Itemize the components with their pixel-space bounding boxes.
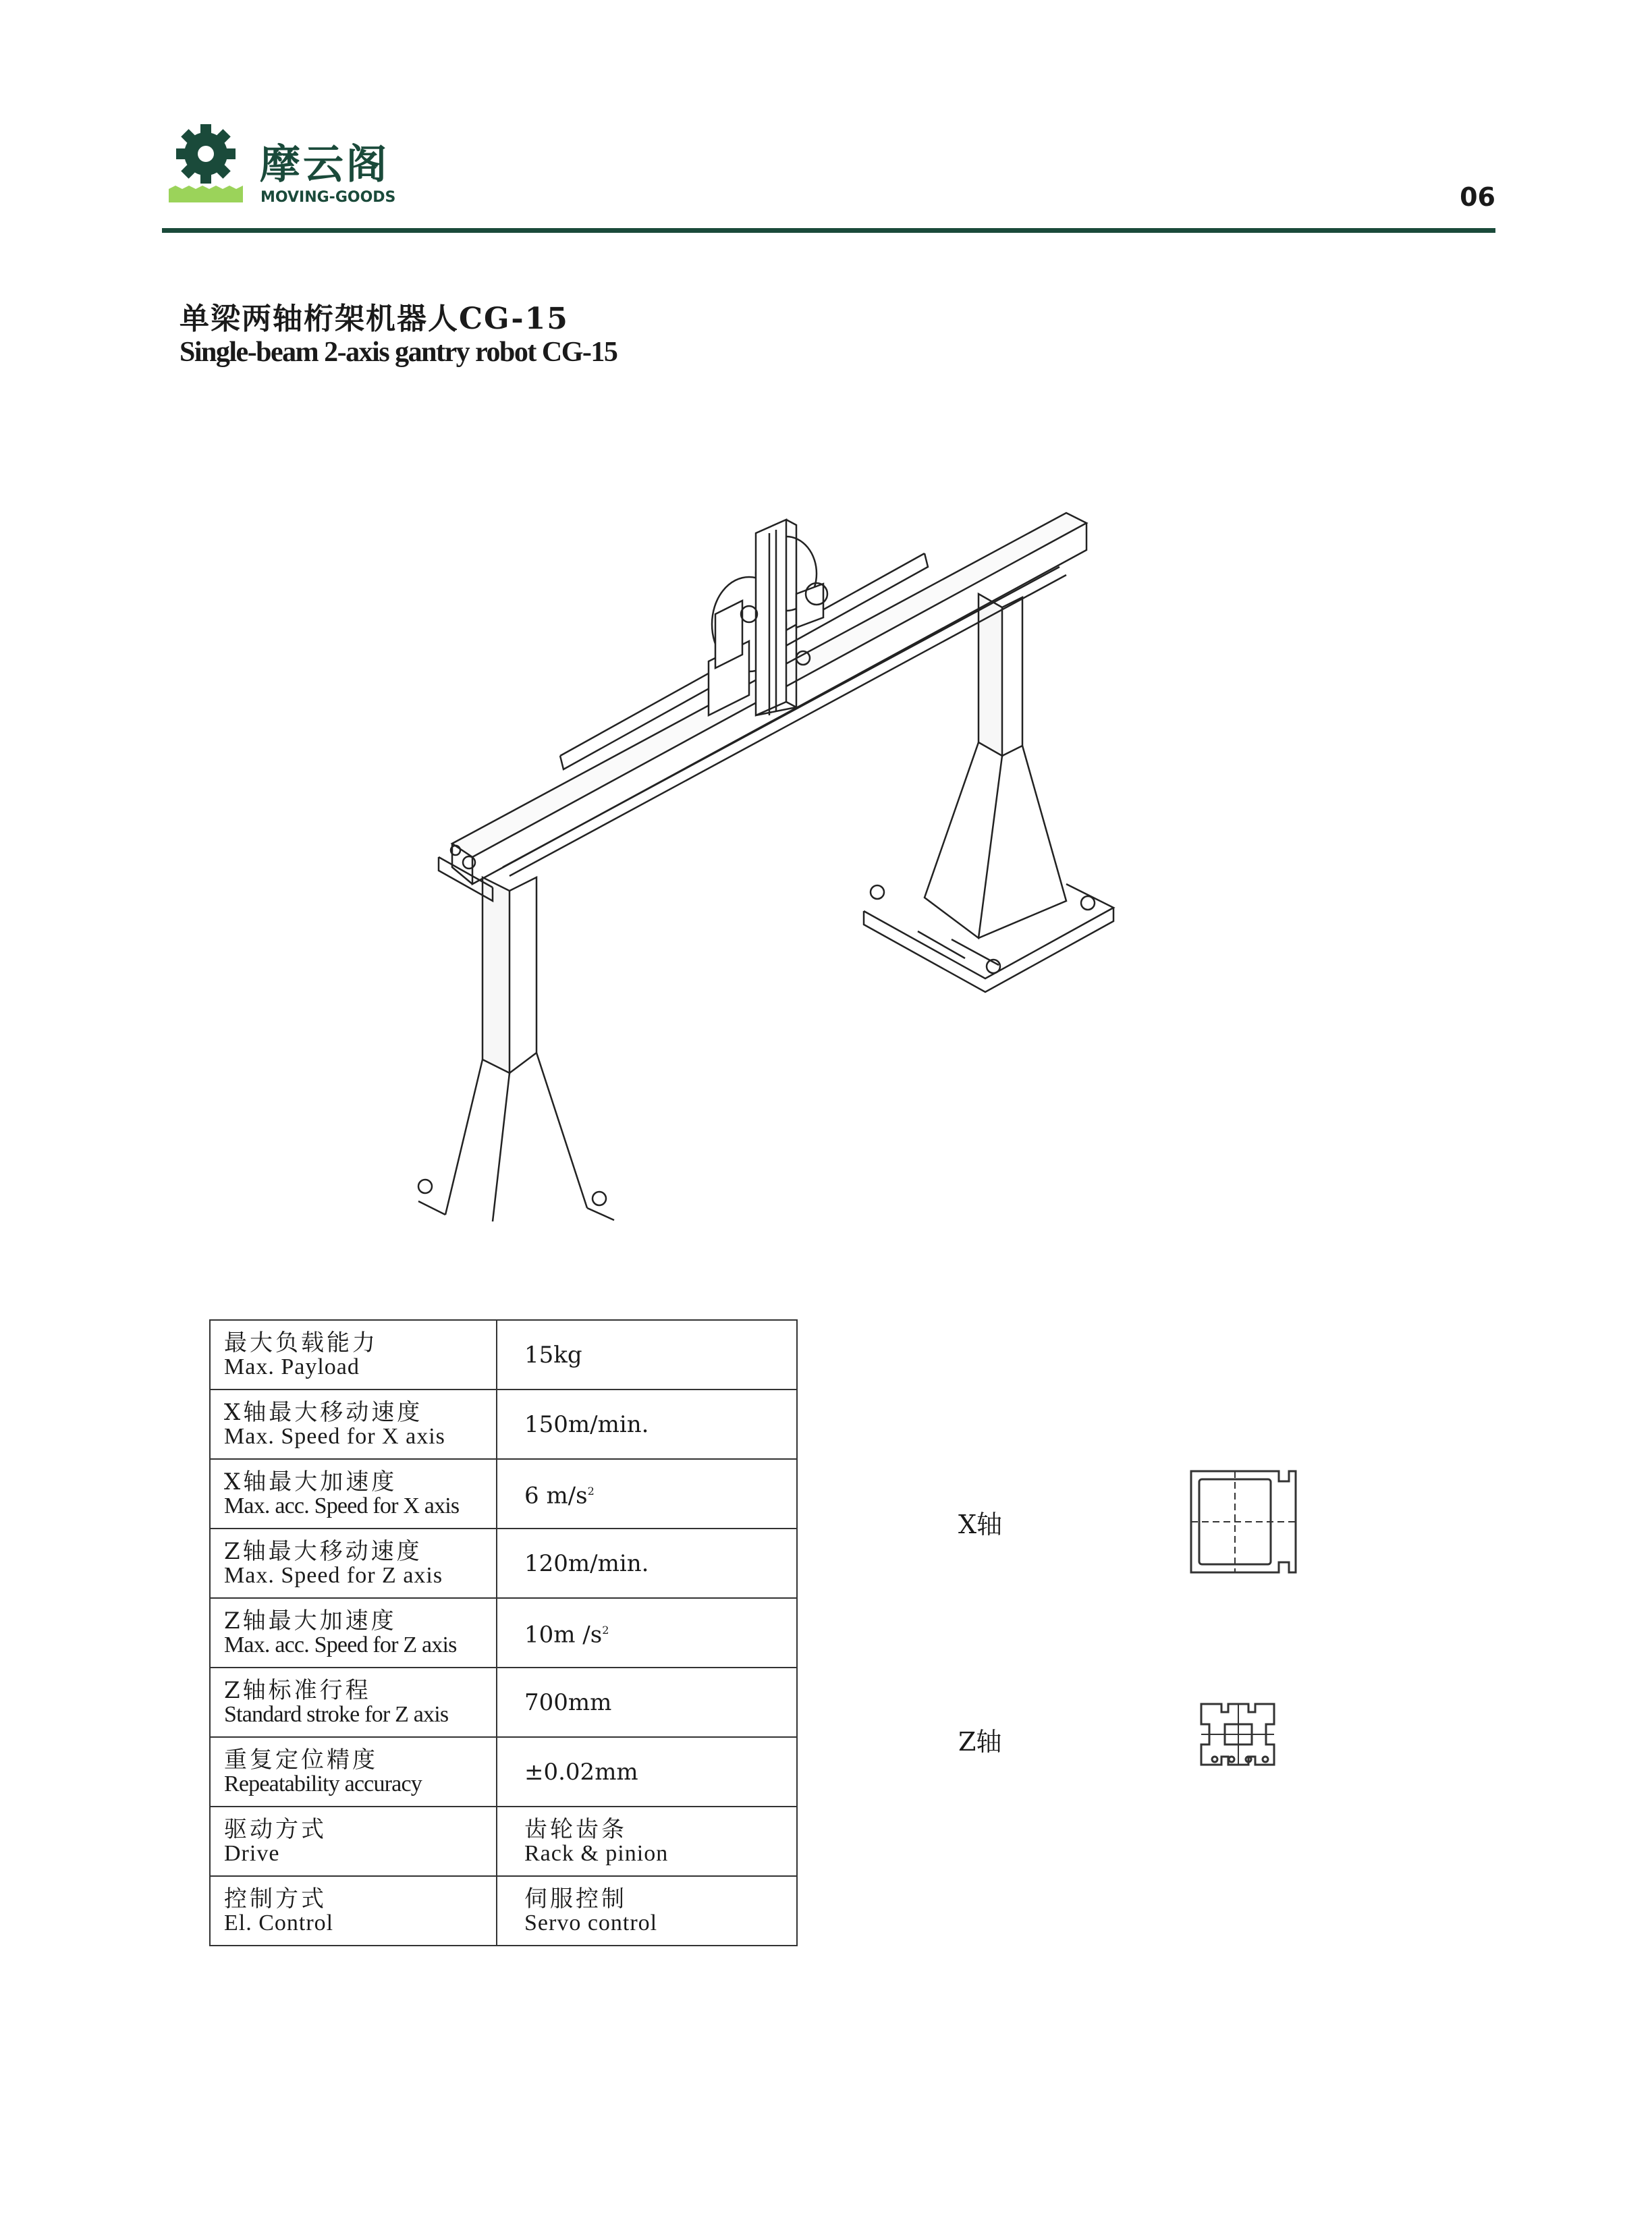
spec-value-cell [497, 1737, 797, 1807]
page-number: 06 [1460, 182, 1495, 212]
spec-label-cn: Z轴标准行程 [224, 1676, 371, 1704]
page-title-en: Single-beam 2-axis gantry robot CG-15 [180, 337, 617, 368]
spec-label-en: Max. acc. Speed for X axis [224, 1493, 460, 1518]
header-divider [162, 228, 1495, 233]
spec-label-en: Max. Speed for Z axis [224, 1562, 443, 1588]
spec-value-en: Rack & pinion [524, 1840, 669, 1866]
spec-label-en: Repeatability accuracy [224, 1771, 422, 1796]
spec-value-cn: 伺服控制 [524, 1885, 627, 1913]
spec-label-cn: X轴最大移动速度 [224, 1398, 423, 1426]
spec-value: 6 m/s [524, 1482, 588, 1510]
spec-label-en: El. Control [224, 1910, 334, 1935]
table-row [210, 1737, 797, 1807]
spec-value-cell [497, 1390, 797, 1459]
spec-value-en: Servo control [524, 1910, 658, 1935]
z-axis-profile-icon [1194, 1697, 1282, 1771]
table-row [210, 1320, 797, 1390]
table-row [210, 1529, 797, 1598]
z-axis-profile-label: Z轴 [958, 1727, 1002, 1757]
spec-label-cn: Z轴最大移动速度 [224, 1537, 422, 1565]
spec-label-cn: Z轴最大加速度 [224, 1607, 397, 1634]
spec-label-cell [210, 1320, 497, 1390]
table-row [210, 1807, 797, 1876]
page-header [162, 121, 1495, 236]
spec-value-cell [497, 1459, 797, 1529]
spec-label-en: Drive [224, 1840, 280, 1866]
spec-value: 150m/min. [524, 1410, 649, 1438]
spec-label-cell [210, 1737, 497, 1807]
spec-value: 10m /s [524, 1621, 603, 1649]
brand-name-cn: 摩云阁 [260, 141, 389, 188]
spec-value: ±0.02mm [524, 1758, 638, 1786]
spec-label-cell [210, 1459, 497, 1529]
table-row [210, 1598, 797, 1668]
x-axis-profile-icon [1184, 1464, 1306, 1579]
gear-icon [169, 121, 243, 202]
spec-value: 120m/min. [524, 1549, 649, 1577]
spec-value-cell [497, 1320, 797, 1390]
table-row [210, 1459, 797, 1529]
x-axis-profile-label: X轴 [958, 1510, 1003, 1539]
spec-label-en: Max. Speed for X axis [224, 1423, 445, 1449]
right-column [864, 594, 1113, 992]
table-row [210, 1876, 797, 1946]
spec-value-cell [497, 1807, 797, 1876]
specs-table [209, 1319, 798, 1946]
brand-name-en: MOVING-GOODS [260, 189, 396, 206]
left-column [418, 877, 614, 1221]
spec-label-cn: 控制方式 [224, 1885, 327, 1913]
table-row [210, 1668, 797, 1737]
spec-label-cell [210, 1668, 497, 1737]
spec-value-superscript: 2 [587, 1485, 595, 1498]
spec-label-cell [210, 1807, 497, 1876]
spec-value-cn: 齿轮齿条 [524, 1815, 627, 1843]
spec-value-cell [497, 1668, 797, 1737]
spec-label-cn: 最大负载能力 [224, 1329, 378, 1356]
spec-label-cn: 重复定位精度 [224, 1746, 378, 1774]
spec-value: 15kg [524, 1341, 582, 1369]
spec-value-cell [497, 1598, 797, 1668]
spec-label-cell [210, 1390, 497, 1459]
z-axis-carriage [709, 520, 827, 715]
spec-value-superscript: 2 [602, 1624, 609, 1637]
spec-label-en: Max. acc. Speed for Z axis [224, 1632, 457, 1657]
spec-label-cn: X轴最大加速度 [224, 1468, 397, 1495]
spec-value-cell [497, 1529, 797, 1598]
spec-value-cell [497, 1876, 797, 1946]
page-title-cn: 单梁两轴桁架机器人CG-15 [180, 302, 569, 336]
spec-label-cell [210, 1598, 497, 1668]
spec-label-cell [210, 1876, 497, 1946]
spec-value: 700mm [524, 1688, 612, 1716]
spec-label-en: Standard stroke for Z axis [224, 1701, 449, 1727]
table-row [210, 1390, 797, 1459]
gantry-robot-drawing [391, 493, 1201, 1221]
spec-label-cn: 驱动方式 [224, 1815, 327, 1843]
spec-label-en: Max. Payload [224, 1354, 360, 1379]
spec-label-cell [210, 1529, 497, 1598]
